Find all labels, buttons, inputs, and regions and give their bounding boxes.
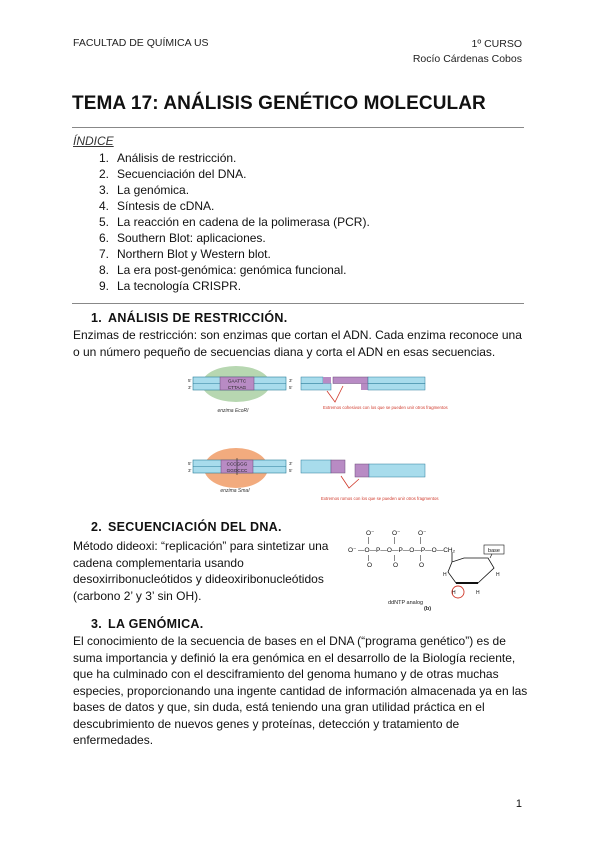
header-course: 1º CURSO	[471, 38, 522, 50]
section-text-restriction: Enzimas de restricción: son enzimas que cortan el ADN. Cada enzima reconoce una o un número pequeño de secuencias diana y corta el ADN en esas secuencias.	[73, 328, 522, 359]
index-item: 9. La tecnología CRISPR.	[98, 279, 242, 293]
svg-text:O⁻: O⁻	[366, 530, 375, 537]
section-heading-sequencing: 2. SECUENCIACIÓN DEL DNA.	[91, 520, 282, 534]
header-author: Rocío Cárdenas Cobos	[412, 53, 522, 65]
svg-text:O: O	[367, 562, 373, 569]
cohesive-ends-note: Extremos cohesivos con los que se pueden unir otros fragmentos	[323, 405, 448, 410]
svg-text:5': 5'	[289, 468, 293, 473]
svg-text:5': 5'	[188, 378, 192, 383]
svg-text:O⁻: O⁻	[418, 530, 427, 537]
section-heading-genomics: 3. LA GENÓMICA.	[91, 617, 204, 631]
svg-text:O⁻: O⁻	[392, 530, 401, 537]
svg-text:3': 3'	[188, 385, 192, 390]
svg-text:H: H	[476, 590, 480, 596]
svg-text:O: O	[419, 562, 425, 569]
ddntp-structure	[348, 528, 518, 614]
index-heading: ÍNDICE	[73, 134, 114, 148]
svg-text:5': 5'	[289, 385, 293, 390]
title-divider	[72, 127, 524, 128]
section-text-sequencing: Método dideoxi: “replicación” para sintetizar una cadena complementaria usando desoxirribonucleótidos y dideoxiribonucleótidos (carbono 2’ y 3’ sin OH).	[73, 539, 329, 603]
header-course-author	[413, 37, 522, 67]
blunt-ends-note: Extremos romos con los que se pueden unir otros fragmentos	[321, 496, 439, 501]
ddntp-caption: ddNTP analog	[388, 600, 424, 606]
smai-diagram	[183, 448, 439, 512]
svg-text:CCCGGG: CCCGGG	[226, 461, 248, 467]
svg-text:H: H	[443, 572, 447, 578]
index-item: 5. La reacción en cadena de la polimerasa (PCR).	[98, 215, 370, 229]
svg-text:GAATTC: GAATTC	[227, 378, 247, 384]
svg-text:5': 5'	[188, 461, 192, 466]
enzyme-ecori-label: enzima EcoRI	[217, 408, 249, 414]
index-item: 7. Northern Blot y Western blot.	[98, 247, 271, 261]
enzyme-smai-label: enzima SmaI	[220, 488, 250, 494]
svg-text:—O—P—O—P—O—P—O—CH₂: —O—P—O—P—O—P—O—CH₂	[358, 547, 456, 554]
svg-text:3': 3'	[289, 461, 293, 466]
ecori-diagram	[183, 365, 448, 421]
page-title: TEMA 17: ANÁLISIS GENÉTICO MOLECULAR	[72, 93, 486, 114]
header-faculty: FACULTAD DE QUÍMICA US	[73, 37, 209, 49]
svg-text:3': 3'	[289, 378, 293, 383]
index-item: 4. Síntesis de cDNA.	[98, 199, 215, 213]
svg-text:H: H	[496, 572, 500, 578]
index-item: 1. Análisis de restricción.	[98, 151, 237, 165]
svg-text:GGGCCC: GGGCCC	[226, 468, 248, 473]
svg-text:CTTAAG: CTTAAG	[227, 385, 247, 390]
index-divider	[72, 303, 524, 304]
figure-label-b: (b)	[424, 606, 432, 612]
index-item: 2. Secuenciación del DNA.	[98, 167, 247, 181]
sugar-ring	[448, 552, 494, 583]
svg-text:O⁻: O⁻	[348, 547, 357, 554]
index-item: 6. Southern Blot: aplicaciones.	[98, 231, 266, 245]
svg-text:base: base	[488, 548, 500, 554]
svg-text:3': 3'	[188, 468, 192, 473]
svg-text:O: O	[393, 562, 399, 569]
index-item: 3. La genómica.	[98, 183, 190, 197]
section-text-genomics: El conocimiento de la secuencia de bases en el DNA (“programa genético”) es de suma importancia y definió la era genómica en el desarrollo de la Biología reciente, que ha culminado con el desciframiento del genoma humano y de otras muchas especies, proporcionando una ingente cantidad de información almacenada ya en las bases de datos y que, sin duda, está teniendo una gran utilidad práctica en el descubrimiento de nuevos genes y proteínas, detección y tratamiento de enfermedades.	[73, 634, 528, 747]
page-number: 1	[515, 798, 522, 810]
index-item: 8. La era post-genómica: genómica funcional.	[98, 263, 347, 277]
svg-text:H: H	[452, 590, 456, 596]
section-heading-restriction: 1. ANÁLISIS DE RESTRICCIÓN.	[91, 311, 288, 325]
index-list	[91, 150, 370, 294]
